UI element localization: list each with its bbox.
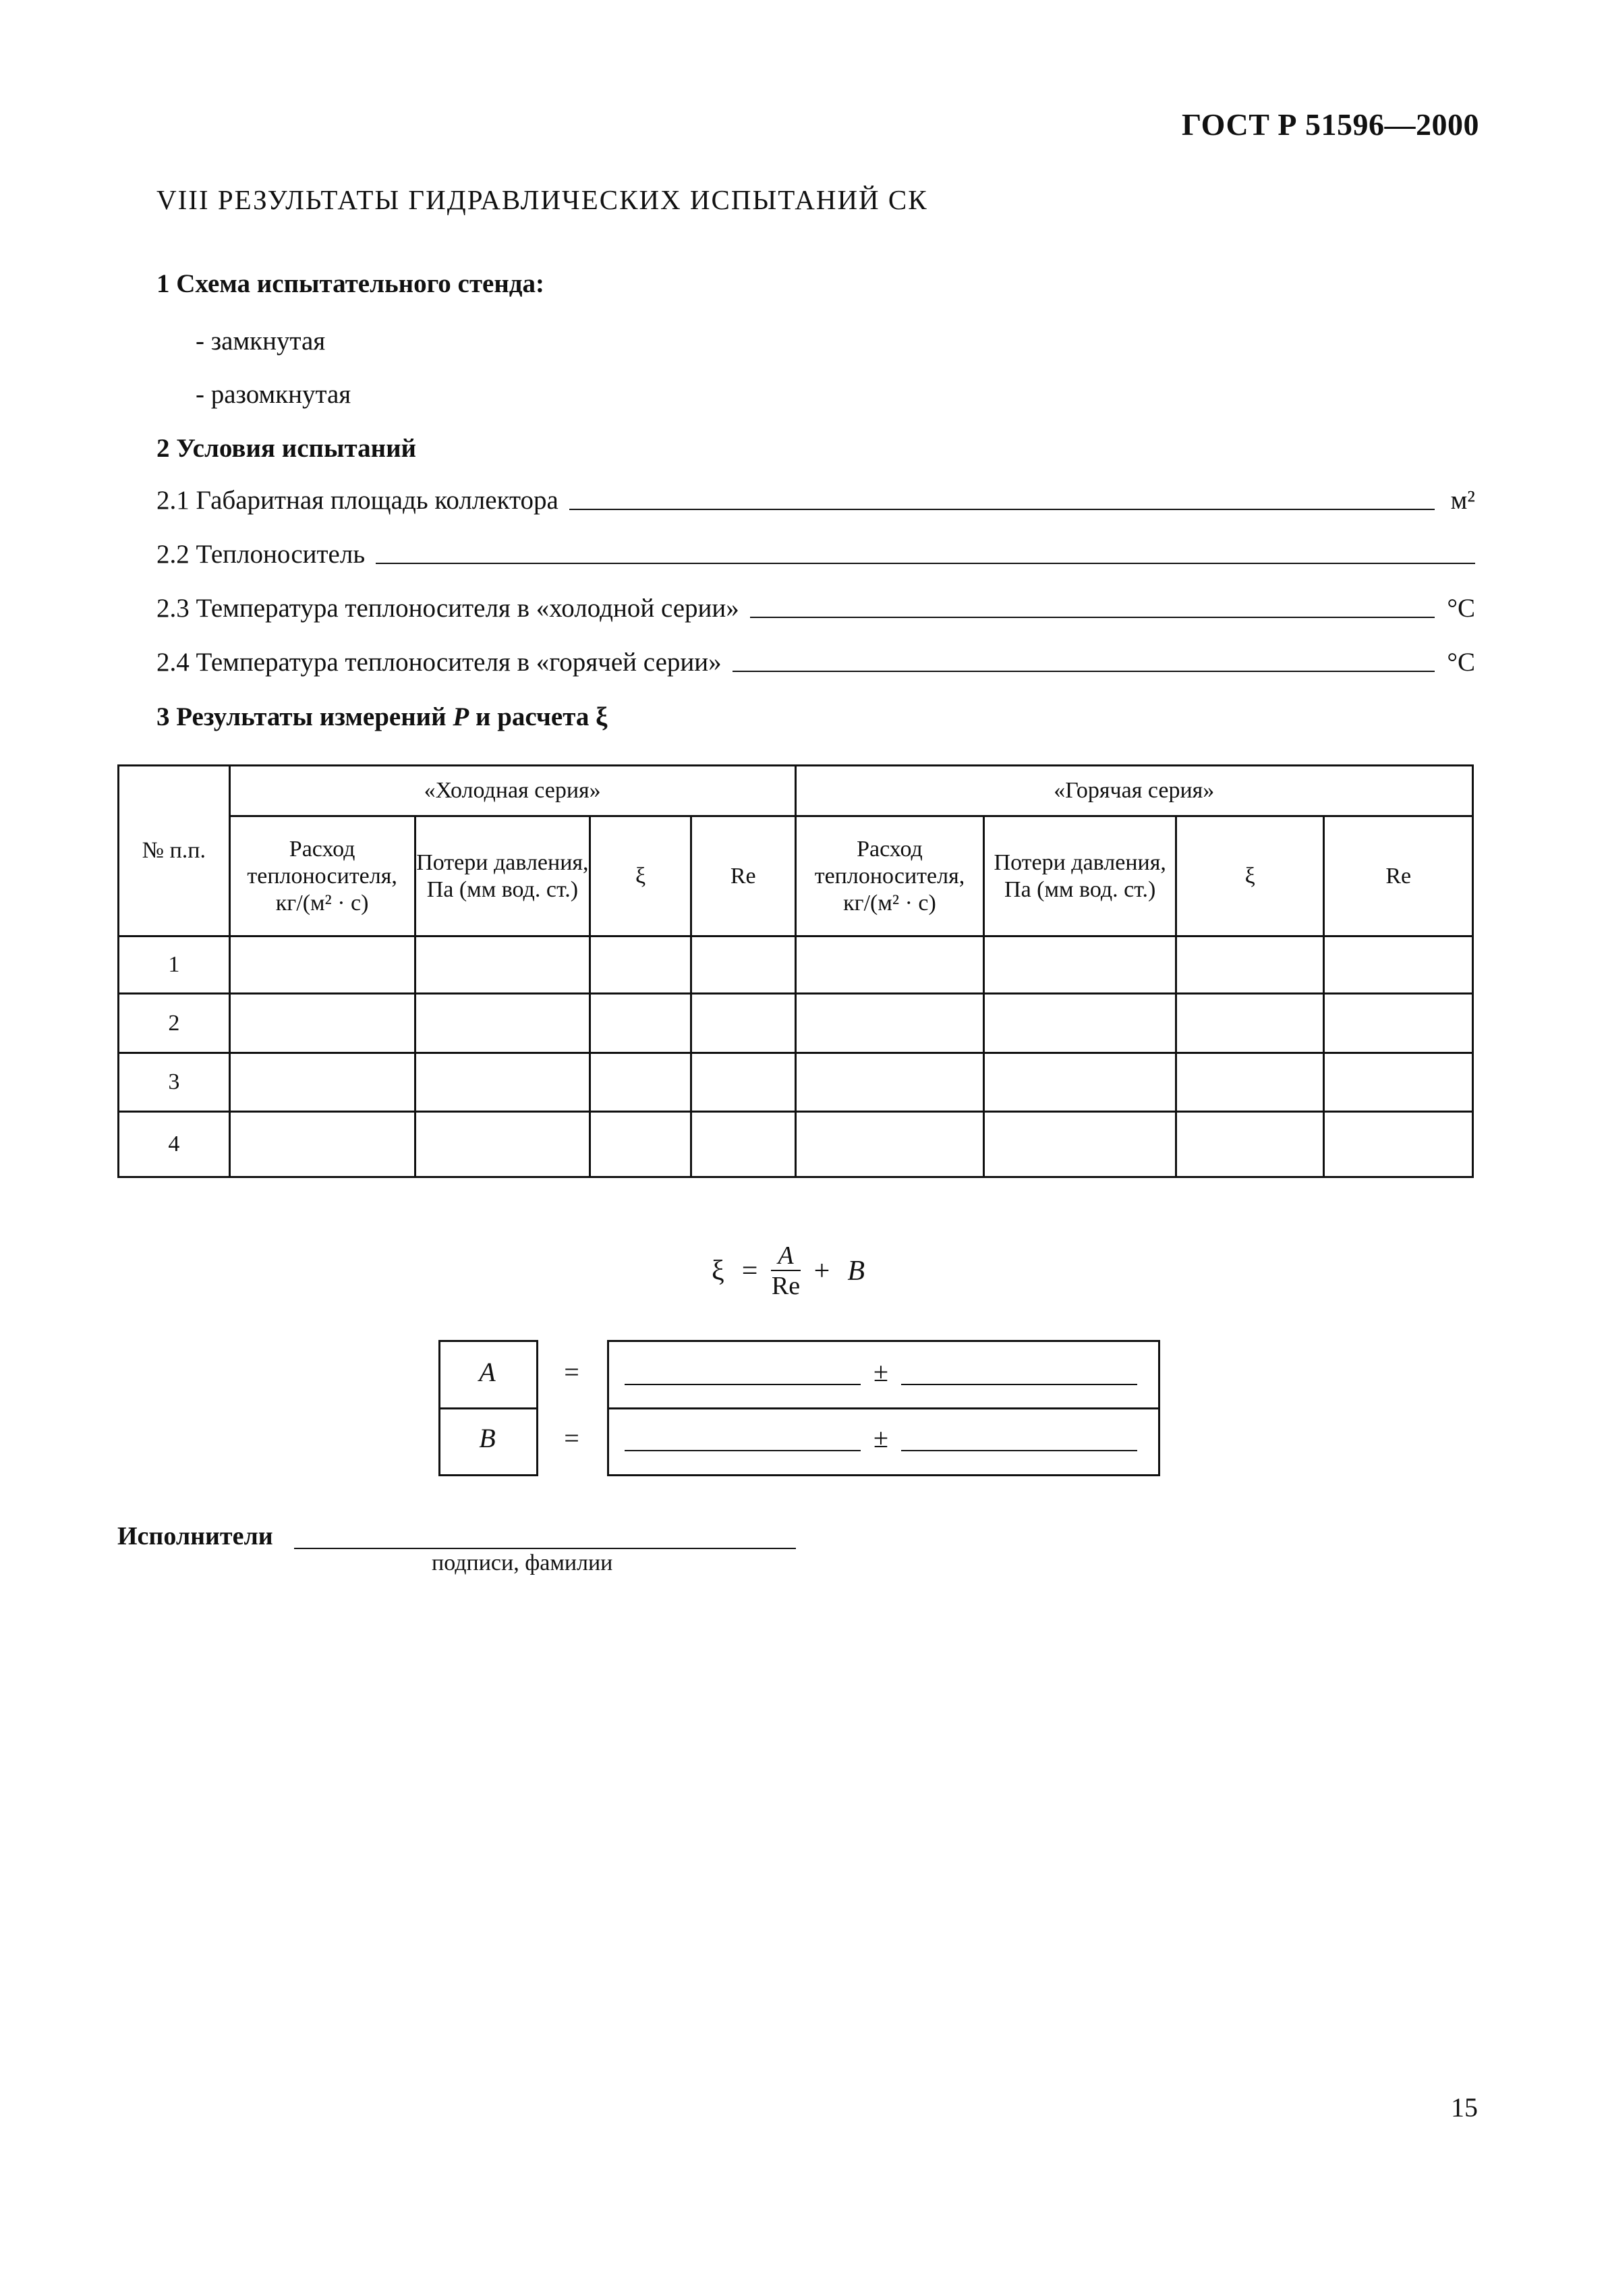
table-cell[interactable] — [795, 1112, 984, 1177]
plus-minus: ± — [873, 1423, 888, 1453]
table-cell[interactable] — [1324, 1053, 1473, 1112]
header-cold-flow: Расход теплоносителя, кг/(м² · с) — [229, 816, 415, 936]
results-heading — [156, 702, 607, 732]
header-cold-series: «Холодная серия» — [229, 766, 795, 816]
header-hot-flow: Расход теплоносителя, кг/(м² · с) — [795, 816, 984, 936]
results-heading-text: 3 Результаты измерений — [156, 702, 453, 731]
results-heading-var: P — [453, 702, 469, 731]
coefficient-row-b — [438, 1422, 1156, 1454]
table-cell[interactable] — [795, 994, 984, 1053]
field-unit: °C — [1447, 648, 1475, 677]
table-cell[interactable] — [415, 994, 590, 1053]
table-cell[interactable] — [691, 1053, 795, 1112]
header-hot-re: Re — [1324, 816, 1473, 936]
field-hot-temperature — [156, 646, 1475, 677]
table-cell[interactable] — [590, 936, 691, 994]
table-cell[interactable] — [984, 1053, 1176, 1112]
table-cell[interactable] — [984, 936, 1176, 994]
table-cell[interactable] — [1176, 994, 1324, 1053]
signoff-label: Исполнители — [117, 1522, 273, 1550]
table-cell[interactable] — [1176, 1053, 1324, 1112]
formula-plus: + — [813, 1256, 830, 1287]
header-hot-pressure: Потери давления, Па (мм вод. ст.) — [984, 816, 1176, 936]
table-cell[interactable] — [229, 994, 415, 1053]
fill-line — [733, 646, 1435, 672]
field-label: 2.2 Теплоноситель — [156, 540, 366, 569]
conditions-heading: 2 Условия испытаний — [156, 434, 417, 463]
header-cold-pressure: Потери давления, Па (мм вод. ст.) — [415, 816, 590, 936]
scheme-option-open: - разомкнутая — [196, 380, 351, 409]
row-number: 2 — [119, 994, 230, 1053]
table-cell[interactable] — [691, 1112, 795, 1177]
coefficient-name: B — [479, 1423, 496, 1453]
header-number: № п.п. — [119, 766, 230, 936]
coefficient-value-field[interactable] — [625, 1360, 861, 1385]
table-cell[interactable] — [229, 1112, 415, 1177]
page-number: 15 — [1451, 2092, 1478, 2123]
xi-formula — [712, 1241, 865, 1301]
coefficient-name: A — [479, 1357, 496, 1387]
table-cell[interactable] — [691, 994, 795, 1053]
formula-lhs: ξ — [712, 1256, 724, 1287]
divider — [440, 1407, 536, 1409]
formula-numerator: A — [771, 1241, 800, 1271]
formula-equals: = — [741, 1256, 758, 1287]
formula-b: B — [847, 1256, 865, 1287]
coefficient-value-field[interactable] — [625, 1426, 861, 1451]
signoff-line[interactable] — [294, 1526, 796, 1549]
table-cell[interactable] — [1176, 936, 1324, 994]
header-hot-series: «Горячая серия» — [795, 766, 1472, 816]
results-table — [117, 764, 1474, 1178]
field-unit: °C — [1447, 594, 1475, 623]
row-number: 4 — [119, 1112, 230, 1177]
section-title: VIII РЕЗУЛЬТАТЫ ГИДРАВЛИЧЕСКИХ ИСПЫТАНИЙ СК — [156, 184, 928, 215]
coefficient-row-a — [438, 1356, 1156, 1388]
fill-line — [569, 484, 1435, 510]
header-hot-xi: ξ — [1176, 816, 1324, 936]
scheme-heading: 1 Схема испытательного стенда: — [156, 269, 545, 298]
table-cell[interactable] — [984, 1112, 1176, 1177]
divider — [609, 1407, 1158, 1409]
coefficient-equals: = — [564, 1357, 579, 1387]
table-cell[interactable] — [229, 1053, 415, 1112]
field-coolant — [156, 538, 1475, 569]
header-cold-xi: ξ — [590, 816, 691, 936]
field-cold-temperature — [156, 592, 1475, 623]
field-collector-area — [156, 484, 1475, 515]
standard-number: ГОСТ Р 51596—2000 — [1182, 107, 1479, 142]
plus-minus: ± — [873, 1357, 888, 1387]
field-label: 2.3 Температура теплоносителя в «холодной серии» — [156, 594, 739, 623]
table-cell[interactable] — [691, 936, 795, 994]
coefficient-error-field[interactable] — [901, 1360, 1137, 1385]
field-label: 2.4 Температура теплоносителя в «горячей серии» — [156, 648, 722, 677]
coefficient-error-field[interactable] — [901, 1426, 1137, 1451]
table-cell[interactable] — [415, 1053, 590, 1112]
scheme-option-closed: - замкнутая — [196, 327, 326, 356]
formula-denominator: Re — [771, 1272, 801, 1300]
fill-line — [376, 538, 1475, 564]
formula-fraction — [771, 1241, 800, 1301]
table-cell[interactable] — [795, 936, 984, 994]
coefficient-equals: = — [564, 1423, 579, 1453]
table-cell[interactable] — [795, 1053, 984, 1112]
results-heading-suffix: и расчета ξ — [469, 702, 608, 731]
table-cell[interactable] — [229, 936, 415, 994]
signoff-caption: подписи, фамилии — [432, 1550, 613, 1575]
table-cell[interactable] — [415, 936, 590, 994]
field-label: 2.1 Габаритная площадь коллектора — [156, 486, 558, 515]
table-cell[interactable] — [1176, 1112, 1324, 1177]
table-cell[interactable] — [590, 1112, 691, 1177]
field-unit: м² — [1450, 486, 1475, 515]
table-cell[interactable] — [415, 1112, 590, 1177]
row-number: 1 — [119, 936, 230, 994]
table-cell[interactable] — [1324, 1112, 1473, 1177]
table-cell[interactable] — [1324, 994, 1473, 1053]
row-number: 3 — [119, 1053, 230, 1112]
header-cold-re: Re — [691, 816, 795, 936]
table-cell[interactable] — [1324, 936, 1473, 994]
table-cell[interactable] — [984, 994, 1176, 1053]
table-cell[interactable] — [590, 1053, 691, 1112]
table-cell[interactable] — [590, 994, 691, 1053]
fill-line — [750, 592, 1435, 618]
